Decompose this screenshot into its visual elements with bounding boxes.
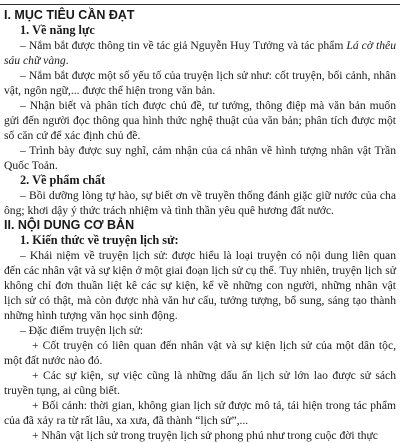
paragraph-competence-3: – Nhận biết và phân tích được chủ đề, tư tưởng, thông điệp mà văn bản muốn gửi đến người đọc thông qua hình thức nghệ thuật của văn bản; phân tích được một số căn cứ để xác định chủ đề.	[4, 99, 396, 142]
page-content	[4, 8, 396, 443]
paragraph-competence-2: – Nắm bắt được một số yếu tố của truyện lịch sử như: cốt truyện, bối cảnh, nhân vật, ngôn ngữ,... được thể hiện trong văn bản.	[4, 69, 396, 97]
subheading-competence: 1. Về năng lực	[20, 23, 95, 37]
paragraph-features-intro: – Đặc điểm truyện lịch sử:	[20, 324, 144, 337]
paragraph-feature-events: + Các sự kiện, sự việc cũng là những dấu ấn lịch sử lớn lao được sử sách truyền tụng, ai cũng biết.	[4, 369, 396, 397]
paragraph-feature-characters: + Nhân vật lịch sử trong truyện lịch sử phong phú như trong cuộc đời thực	[32, 429, 378, 442]
paragraph-competence-1-text: – Nắm bắt được thông tin về tác giả Nguyễn Huy Tưởng và tác phẩm	[20, 39, 347, 52]
paragraph-competence-4: – Trình bày được suy nghĩ, cảm nhận của cá nhân về hình tượng nhân vật Trần Quốc Toản.	[4, 144, 396, 172]
subheading-qualities: 2. Về phẩm chất	[20, 173, 106, 187]
section-heading-content: II. NỘI DUNG CƠ BẢN	[4, 218, 135, 232]
paragraph-competence-1	[4, 38, 396, 68]
subheading-historical-story: 1. Kiến thức về truyện lịch sử:	[20, 233, 179, 247]
section-heading-objectives: I. MỤC TIÊU CẦN ĐẠT	[4, 8, 135, 22]
work-title: Lá cờ thêu sáu chữ vàng	[4, 39, 396, 67]
top-rule-divider	[0, 4, 400, 5]
paragraph-competence-1-end: .	[65, 54, 69, 67]
paragraph-feature-plot: + Cốt truyện có liên quan đến nhân vật và sự kiện lịch sử của một dân tộc, một đất nước nào đó.	[4, 339, 396, 367]
paragraph-feature-setting: + Bối cảnh: thời gian, không gian lịch sử được mô tả, tái hiện trong tác phẩm của đã xảy ra từ rất lâu, xa xưa, đã thành “lịch sử”,...	[4, 399, 396, 427]
paragraph-qualities-1: – Bồi dưỡng lòng tự hào, sự biết ơn về truyền thống đánh giặc giữ nước của cha ông; khơi dậy ý thức trách nhiệm và tình thần yêu quê hương đất nước.	[4, 189, 396, 217]
paragraph-definition: – Khái niệm về truyện lịch sử: được hiểu là loại truyện có nội dung liên quan đến các nhân vật và sự kiện ở một giai đoạn lịch sử cụ thể. Tuy nhiên, truyện lịch sử không chỉ đơn thuần liệt kê các sự kiện, kể về những con người, những nhân vật lịch sử có thật, mà còn được nhà văn hư cấu, tưởng tượng, bổ sung, sáng tạo thành những hình tượng văn học sinh động.	[4, 249, 396, 322]
